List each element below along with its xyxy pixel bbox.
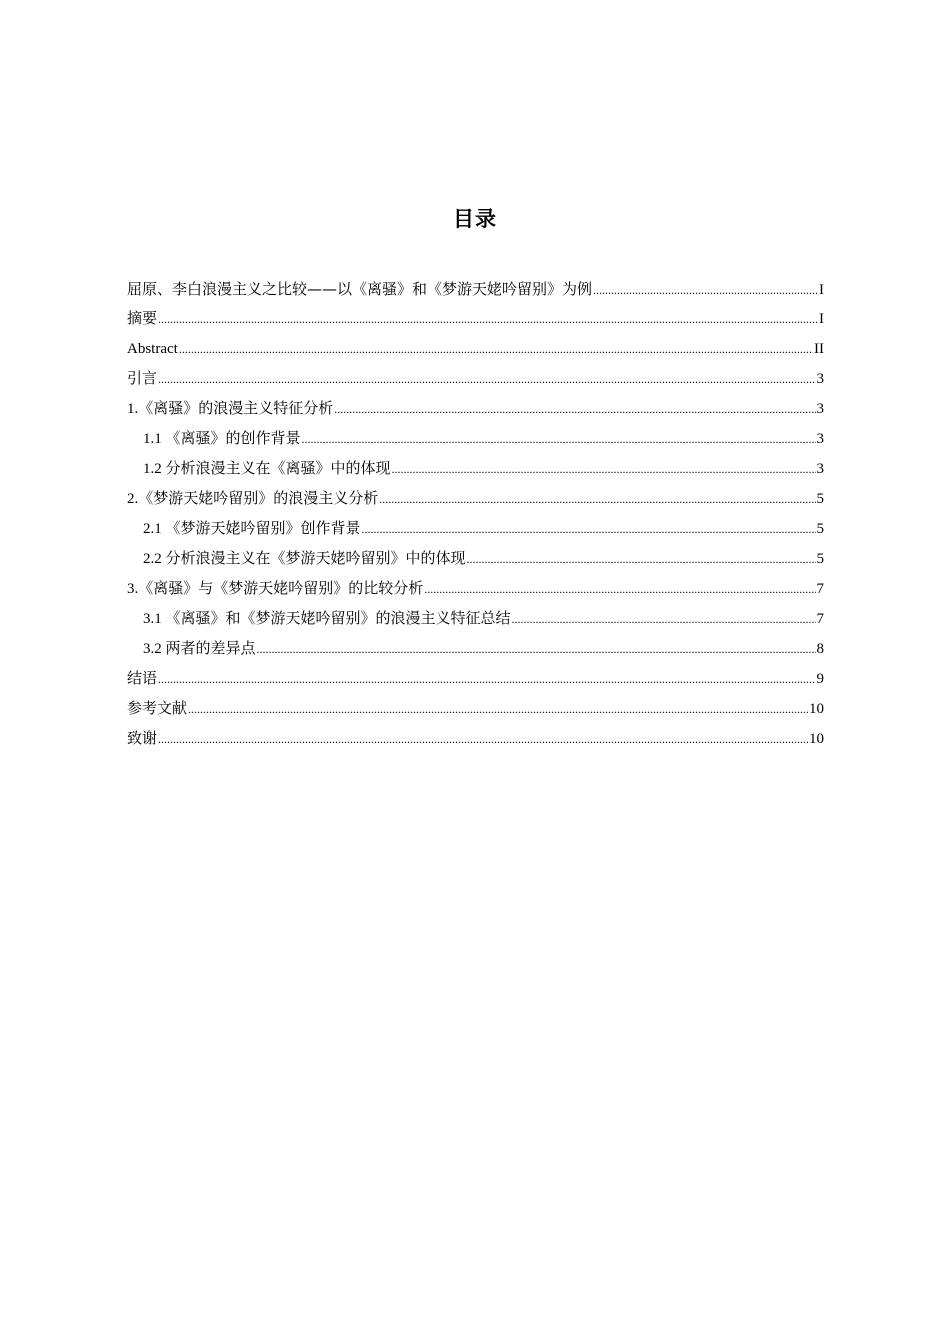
toc-entry-label: 2.1 《梦游天姥吟留别》创作背景 [143, 521, 361, 537]
toc-entry-label: 参考文献 [127, 701, 188, 717]
toc-entry-page: 3 [816, 371, 824, 387]
toc-entry-section-3-2[interactable] [127, 634, 824, 664]
toc-entry-section-2-2[interactable] [127, 544, 824, 574]
toc-entry-page: 3 [816, 461, 824, 477]
toc-entry-chapter-2[interactable] [127, 484, 824, 514]
toc-entry-label: 3.1 《离骚》和《梦游天姥吟留别》的浪漫主义特征总结 [143, 611, 511, 627]
toc-entry-introduction[interactable] [127, 364, 824, 394]
toc-entry-section-1-1[interactable] [127, 424, 824, 454]
toc-leader-dots [512, 604, 816, 634]
toc-leader-dots [424, 574, 815, 604]
toc-leader-dots [158, 364, 815, 394]
toc-entry-label: 2.2 分析浪漫主义在《梦游天姥吟留别》中的体现 [143, 551, 466, 567]
toc-entry-abstract-en[interactable] [127, 334, 824, 364]
table-of-contents [127, 274, 824, 754]
toc-entry-label: 3.《离骚》与《梦游天姥吟留别》的比较分析 [127, 581, 424, 597]
toc-entry-abstract-cn[interactable] [127, 304, 824, 334]
toc-leader-dots [179, 334, 813, 364]
toc-entry-label: 引言 [127, 371, 158, 387]
toc-entry-page: 5 [816, 521, 824, 537]
toc-leader-dots [158, 664, 815, 694]
toc-entry-chapter-1[interactable] [127, 394, 824, 424]
toc-entry-page: 7 [816, 611, 824, 627]
toc-entry-chapter-3[interactable] [127, 574, 824, 604]
toc-leader-dots [158, 724, 808, 754]
toc-leader-dots [593, 275, 818, 305]
toc-entry-page: 9 [816, 671, 824, 687]
toc-entry-conclusion[interactable] [127, 664, 824, 694]
toc-leader-dots [302, 424, 816, 454]
toc-leader-dots [188, 694, 808, 724]
toc-entry-label: 致谢 [127, 731, 158, 747]
toc-entry-references[interactable] [127, 694, 824, 724]
page-title: 目录 [453, 207, 497, 231]
toc-leader-dots [467, 544, 816, 574]
toc-entry-page: 7 [816, 581, 824, 597]
toc-entry-page: I [819, 311, 824, 327]
toc-entry-label: 1.1 《离骚》的创作背景 [143, 431, 301, 447]
toc-entry-section-2-1[interactable] [127, 514, 824, 544]
toc-entry-page: 3 [816, 401, 824, 417]
toc-entry-page: 10 [809, 701, 824, 717]
toc-entry-page: I [819, 282, 824, 298]
toc-entry-acknowledgements[interactable] [127, 724, 824, 754]
toc-leader-dots [257, 634, 816, 664]
toc-leader-dots [379, 484, 815, 514]
toc-leader-dots [158, 304, 818, 334]
toc-entry-section-1-2[interactable] [127, 454, 824, 484]
toc-leader-dots [392, 454, 816, 484]
toc-entry-label: 1.2 分析浪漫主义在《离骚》中的体现 [143, 461, 391, 477]
toc-entry-page: 3 [816, 431, 824, 447]
toc-entry-label: 摘要 [127, 311, 158, 327]
toc-entry-page: 8 [816, 641, 824, 657]
toc-entry-page: II [814, 341, 824, 357]
toc-entry-section-3-1[interactable] [127, 604, 824, 634]
toc-entry-label: 结语 [127, 671, 158, 687]
toc-entry-label: 1.《离骚》的浪漫主义特征分析 [127, 401, 334, 417]
toc-entry-label: Abstract [127, 341, 178, 357]
toc-leader-dots [334, 394, 815, 424]
toc-entry-title[interactable] [127, 274, 824, 304]
toc-entry-label: 屈原、李白浪漫主义之比较——以《离骚》和《梦游天姥吟留别》为例 [127, 280, 593, 298]
toc-entry-page: 5 [816, 551, 824, 567]
toc-entry-page: 5 [816, 491, 824, 507]
toc-entry-label: 3.2 两者的差异点 [143, 641, 256, 657]
toc-leader-dots [362, 514, 816, 544]
toc-entry-page: 10 [809, 731, 824, 747]
toc-entry-label: 2.《梦游天姥吟留别》的浪漫主义分析 [127, 491, 379, 507]
